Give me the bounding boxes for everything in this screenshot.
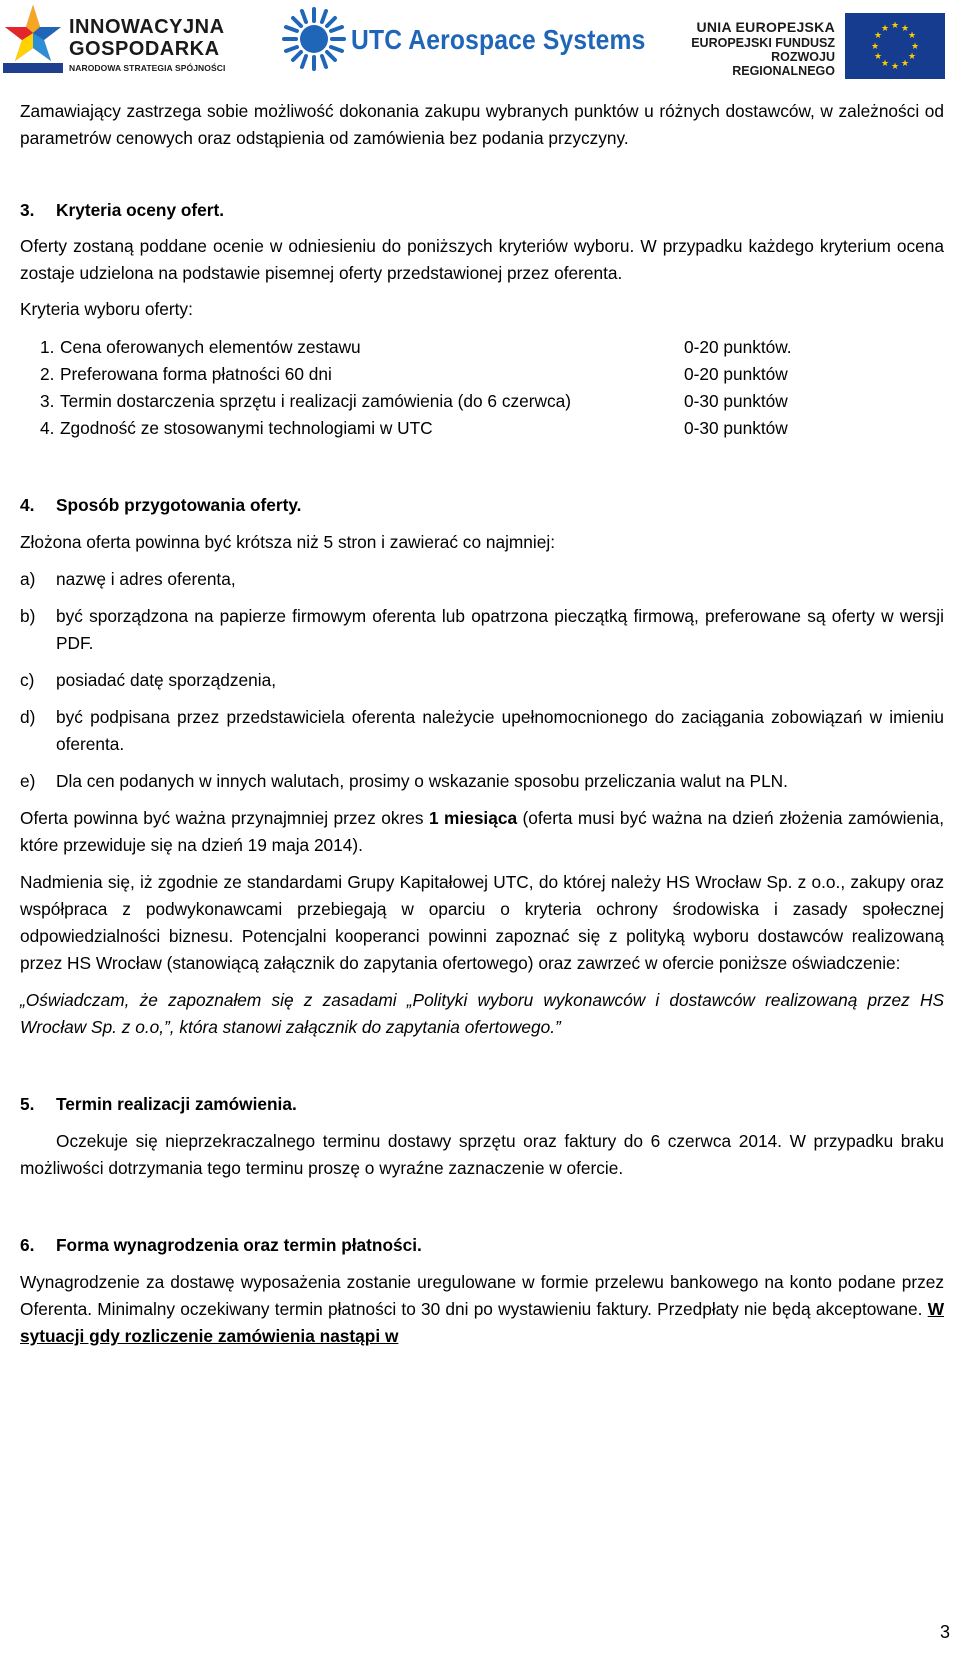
list-item-letter: b)	[20, 606, 36, 626]
criteria-row	[40, 334, 944, 361]
list-item	[20, 566, 944, 593]
section-6-text: Wynagrodzenie za dostawę wyposażenia zostanie uregulowane w formie przelewu bankowego na konto podane przez Oferenta. Minimalny oczekiwany termin płatności to 30 dni po wystawieniu faktury. Przedpłaty nie będą akceptowane.	[20, 1272, 944, 1319]
section-3-number: 3.	[20, 200, 35, 220]
utc-swirl-icon	[281, 6, 347, 72]
list-item-text: być sporządzona na papierze firmowym oferenta lub opatrzona pieczątką firmową, preferowane są oferty w wersji PDF.	[56, 606, 944, 653]
svg-text:★: ★	[873, 52, 883, 62]
section-3-title: Kryteria oceny ofert.	[56, 200, 225, 220]
criteria-name: Cena oferowanych elementów zestawu	[60, 337, 361, 357]
section-3-paragraph: Oferty zostaną poddane ocenie w odniesieniu do poniższych kryteriów wyboru. W przypadku każdego kryterium ocena zostaje udzielona na podstawie pisemnej oferty przedstawionej przez oferenta.	[20, 236, 944, 283]
section-6-heading	[20, 1232, 944, 1259]
criteria-name: Zgodność ze stosowanymi technologiami w UTC	[60, 418, 433, 438]
ig-logo-line2: GOSPODARKA	[69, 38, 220, 60]
section-6-underlined-text: W sytuacji gdy rozliczenie zamówienia nastąpi w	[20, 1299, 944, 1346]
section-4-number: 4.	[20, 495, 35, 515]
svg-text:★: ★	[900, 24, 910, 34]
document-body	[20, 98, 944, 1350]
utc-logo-text: UTC Aerospace Systems	[351, 24, 646, 55]
criteria-table	[40, 334, 944, 442]
criteria-points: 0-30 punktów	[684, 391, 788, 411]
intro-paragraph: Zamawiający zastrzega sobie możliwość dokonania zakupu wybranych punktów u różnych dostawców, w zależności od parametrów cenowych oraz odstąpienia od zamówienia bez podania przyczyny.	[20, 101, 944, 148]
svg-text:★: ★	[873, 31, 883, 41]
section-4-title: Sposób przygotowania oferty.	[56, 495, 302, 515]
list-item-letter: c)	[20, 670, 35, 690]
section-3-heading	[20, 197, 944, 224]
ig-logo-line1: INNOWACYJNA	[69, 16, 225, 38]
criteria-number: 4.	[40, 418, 55, 438]
eu-flag-icon	[845, 13, 945, 79]
criteria-name: Preferowana forma płatności 60 dni	[60, 364, 332, 384]
criteria-points: 0-30 punktów	[684, 418, 788, 438]
criteria-name: Termin dostarczenia sprzętu i realizacji zamówienia (do 6 czerwca)	[60, 391, 571, 411]
svg-text:★: ★	[880, 59, 890, 69]
eu-logo-line2: EUROPEJSKI FUNDUSZ	[691, 35, 835, 50]
section-6-title: Forma wynagrodzenia oraz termin płatności.	[56, 1235, 422, 1255]
section-5-heading	[20, 1091, 944, 1118]
criteria-label: Kryteria wyboru oferty:	[20, 299, 193, 319]
svg-text:★: ★	[900, 59, 910, 69]
list-item-text: nazwę i adres oferenta,	[56, 569, 236, 589]
eu-fund-logo	[673, 10, 953, 80]
statement-paragraph: „Oświadczam, że zapoznałem się z zasadami „Polityki wyboru wykonawców i dostawców realizowaną przez HS Wrocław Sp. z o.o,”, która stanowi załącznik do zapytania ofertowego.”	[20, 990, 944, 1037]
innowacyjna-gospodarka-logo	[3, 3, 233, 75]
criteria-row	[40, 388, 944, 415]
header-logos	[0, 0, 960, 84]
section-5-title: Termin realizacji zamówienia.	[56, 1094, 297, 1114]
list-item	[20, 667, 944, 694]
validity-text-after: (oferta musi być ważna na dzień złożenia zamówienia, które przewiduje się na dzień 19 maja 2014).	[20, 808, 944, 855]
utc-standards-paragraph: Nadmienia się, iż zgodnie ze standardami Grupy Kapitałowej UTC, do której należy HS Wrocław Sp. z o.o., zakupy oraz współpraca z podwykonawcami przebiegają w oparciu o kryteria ochrony środowiska i zasady społecznej odpowiedzialności biznesu. Potencjalni kooperanci powinni zapoznać się z polityką wyboru dostawców realizowaną przez HS Wrocław (stanowiącą załącznik do zapytania ofertowego) oraz zawrzeć w ofercie poniższe oświadczenie:	[20, 872, 944, 973]
list-item	[20, 768, 944, 795]
list-item-letter: e)	[20, 771, 36, 791]
svg-text:★: ★	[890, 62, 900, 72]
criteria-number: 2.	[40, 364, 55, 384]
criteria-points: 0-20 punktów	[684, 364, 788, 384]
validity-text-before: Oferta powinna być ważna przynajmniej przez okres	[20, 808, 429, 828]
criteria-points: 0-20 punktów.	[684, 337, 792, 357]
list-item-text: posiadać datę sporządzenia,	[56, 670, 277, 690]
star-logo-icon	[3, 3, 63, 75]
svg-text:★: ★	[907, 31, 917, 41]
list-item-text: Dla cen podanych w innych walutach, prosimy o wskazanie sposobu przeliczania walut na PLN.	[56, 771, 788, 791]
svg-text:★: ★	[870, 42, 880, 52]
list-item	[20, 603, 944, 657]
svg-text:★: ★	[890, 21, 900, 31]
svg-text:★: ★	[907, 52, 917, 62]
criteria-row	[40, 415, 944, 442]
eu-logo-line1: UNIA EUROPEJSKA	[696, 19, 835, 35]
eu-logo-line3: ROZWOJU REGIONALNEGO	[732, 49, 835, 78]
ig-logo-line3: NARODOWA STRATEGIA SPÓJNOŚCI	[69, 63, 226, 73]
section-6-number: 6.	[20, 1235, 35, 1255]
section-4-lead: Złożona oferta powinna być krótsza niż 5 stron i zawierać co najmniej:	[20, 532, 556, 552]
criteria-number: 3.	[40, 391, 55, 411]
validity-period: 1 miesiąca	[428, 808, 518, 828]
list-item	[20, 704, 944, 758]
validity-paragraph	[20, 805, 944, 859]
svg-text:★: ★	[910, 42, 920, 52]
section-6-paragraph	[20, 1269, 944, 1350]
section-5-paragraph: Oczekuje się nieprzekraczalnego terminu dostawy sprzętu oraz faktury do 6 czerwca 2014. W przypadku braku możliwości dotrzymania tego terminu proszę o wyraźne zaznaczenie w ofercie.	[20, 1131, 944, 1178]
section-5-number: 5.	[20, 1094, 35, 1114]
list-item-letter: d)	[20, 707, 36, 727]
list-item-letter: a)	[20, 569, 36, 589]
section-4-heading	[20, 492, 944, 519]
page-number: 3	[939, 1622, 950, 1642]
list-item-text: być podpisana przez przedstawiciela oferenta należycie upełnomocnionego do zaciągania zobowiązań w imieniu oferenta.	[56, 707, 944, 754]
utc-aerospace-logo	[281, 6, 651, 74]
criteria-row	[40, 361, 944, 388]
criteria-number: 1.	[40, 337, 55, 357]
requirements-list	[20, 556, 944, 795]
svg-text:★: ★	[880, 24, 890, 34]
